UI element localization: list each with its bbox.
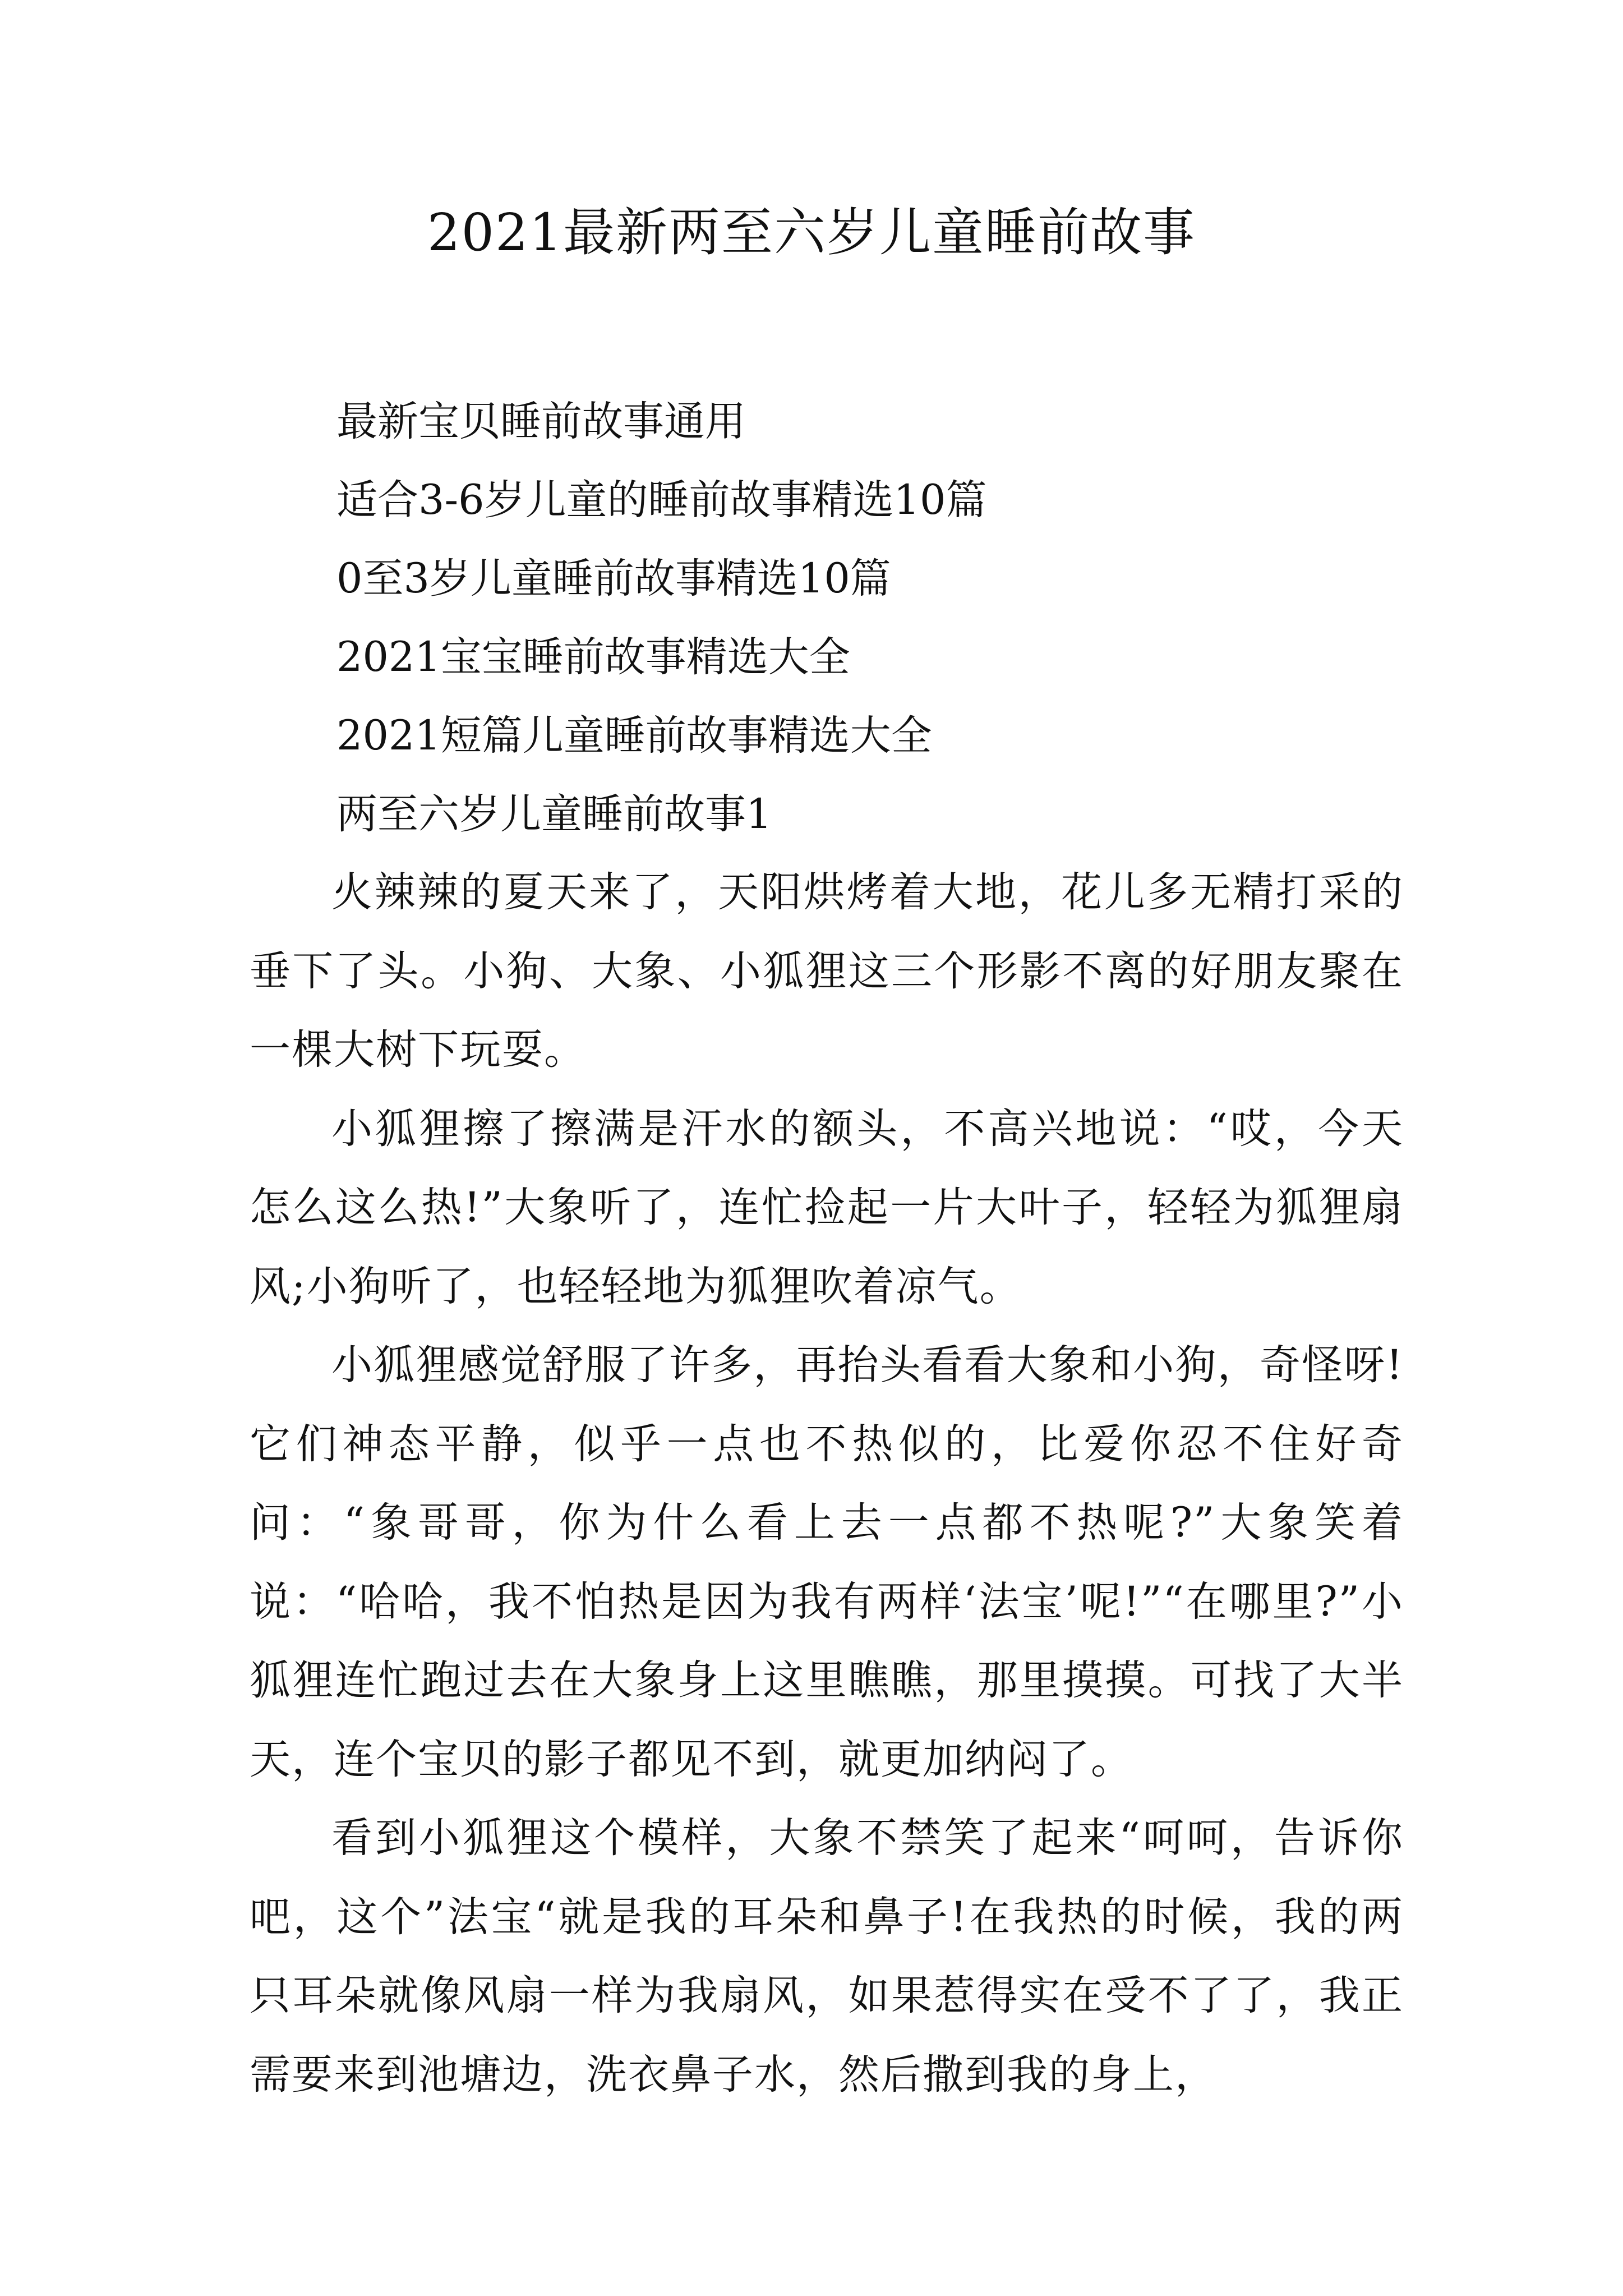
toc-item: 2021短篇儿童睡前故事精选大全 (336, 712, 932, 760)
document-title: 2021最新两至六岁儿童睡前故事 (427, 203, 1196, 263)
story-paragraph: 看到小狐狸这个模样，大象不禁笑了起来“呵呵，告诉你吧，这个”法宝“就是我的耳朵和鼻子!在我热的时候，我的两只耳朵就像风扇一样为我扇风，如果惹得实在受不了了，我正需要来到池塘边，洗衣鼻子水，然后撒到我的身上， (250, 1814, 1404, 2099)
toc-item: 2021宝宝睡前故事精选大全 (336, 633, 850, 681)
story-heading: 两至六岁儿童睡前故事1 (336, 790, 772, 838)
toc-item: 最新宝贝睡前故事通用 (336, 398, 746, 445)
story-paragraph: 小狐狸擦了擦满是汗水的额头，不高兴地说：“哎，今天怎么这么热!”大象听了，连忙捡起一片大叶子，轻轻为狐狸扇风;小狗听了，也轻轻地为狐狸吹着凉气。 (250, 1105, 1404, 1310)
toc-item: 0至3岁儿童睡前故事精选10篇 (336, 555, 891, 602)
story-paragraph: 火辣辣的夏天来了，天阳烘烤着大地，花儿多无精打采的垂下了头。小狗、大象、小狐狸这三个形影不离的好朋友聚在一棵大树下玩耍。 (250, 868, 1404, 1074)
story-body (250, 853, 1404, 2114)
toc-item: 适合3-6岁儿童的睡前故事精选10篇 (336, 476, 987, 524)
story-paragraph: 小狐狸感觉舒服了许多，再抬头看看大象和小狗，奇怪呀!它们神态平静，似乎一点也不热似的，比爱你忍不住好奇问：“象哥哥，你为什么看上去一点都不热呢?”大象笑着说：“哈哈，我不怕热是因为我有两样‘法宝’呢!”“在哪里?”小狐狸连忙跑过去在大象身上这里瞧瞧，那里摸摸。可找了大半天，连个宝贝的影子都见不到，就更加纳闷了。 (250, 1341, 1404, 1783)
table-of-contents (336, 383, 1458, 854)
